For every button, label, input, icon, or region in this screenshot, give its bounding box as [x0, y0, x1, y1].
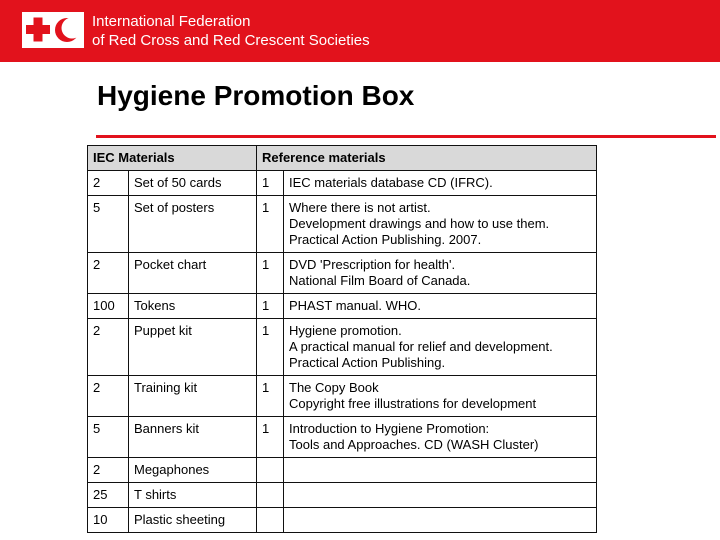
reference-quantity-cell: 1	[257, 196, 284, 253]
table-row	[88, 376, 597, 417]
iec-quantity-cell: 2	[88, 171, 129, 196]
table-row	[88, 508, 597, 533]
iec-quantity-cell: 100	[88, 294, 129, 319]
reference-line: IEC materials database CD (IFRC).	[289, 175, 493, 190]
reference-description-cell	[284, 253, 597, 294]
iec-quantity-cell: 2	[88, 376, 129, 417]
table-row	[88, 171, 597, 196]
iec-item-cell: Puppet kit	[129, 319, 257, 376]
table-row	[88, 294, 597, 319]
reference-line: Introduction to Hygiene Promotion:	[289, 421, 490, 436]
reference-line: National Film Board of Canada.	[289, 273, 471, 288]
reference-materials-header: Reference materials	[257, 146, 597, 171]
iec-item-cell: Set of posters	[129, 196, 257, 253]
page-title: Hygiene Promotion Box	[97, 80, 415, 111]
iec-quantity-cell: 25	[88, 483, 129, 508]
reference-description-cell	[284, 319, 597, 376]
iec-quantity-cell: 5	[88, 417, 129, 458]
reference-line: Copyright free illustrations for development	[289, 396, 537, 411]
table-row	[88, 196, 597, 253]
iec-item-cell: Training kit	[129, 376, 257, 417]
iec-quantity-cell: 2	[88, 253, 129, 294]
organization-name	[92, 12, 370, 50]
reference-description-cell	[284, 196, 597, 253]
iec-item-cell: Set of 50 cards	[129, 171, 257, 196]
org-name-line2: of Red Cross and Red Crescent Societies	[92, 32, 370, 49]
iec-quantity-cell: 2	[88, 319, 129, 376]
reference-line: A practical manual for relief and development.	[289, 339, 553, 354]
iec-item-cell: Megaphones	[129, 458, 257, 483]
ifrc-logo	[22, 12, 84, 48]
iec-item-cell: Banners kit	[129, 417, 257, 458]
reference-quantity-cell	[257, 508, 284, 533]
iec-item-cell: Tokens	[129, 294, 257, 319]
reference-quantity-cell: 1	[257, 319, 284, 376]
reference-line: Practical Action Publishing.	[289, 355, 446, 370]
table-row	[88, 253, 597, 294]
reference-quantity-cell: 1	[257, 253, 284, 294]
reference-quantity-cell: 1	[257, 171, 284, 196]
reference-line: Where there is not artist.	[289, 200, 431, 215]
reference-description-cell	[284, 376, 597, 417]
reference-quantity-cell	[257, 483, 284, 508]
materials-table	[87, 145, 597, 533]
reference-line: Tools and Approaches. CD (WASH Cluster)	[289, 437, 539, 452]
reference-line: The Copy Book	[289, 380, 379, 395]
table-header-row	[88, 146, 597, 171]
red-cross-crescent-icon	[22, 12, 84, 48]
title-divider	[96, 135, 716, 138]
iec-quantity-cell: 10	[88, 508, 129, 533]
table-body	[88, 171, 597, 533]
reference-quantity-cell: 1	[257, 294, 284, 319]
reference-line: Hygiene promotion.	[289, 323, 402, 338]
table-row	[88, 319, 597, 376]
table-row	[88, 458, 597, 483]
reference-line: Development drawings and how to use them.	[289, 216, 550, 231]
iec-quantity-cell: 2	[88, 458, 129, 483]
iec-item-cell: T shirts	[129, 483, 257, 508]
iec-materials-header: IEC Materials	[88, 146, 257, 171]
reference-line: Practical Action Publishing. 2007.	[289, 232, 482, 247]
reference-line: PHAST manual. WHO.	[289, 298, 421, 313]
reference-line: DVD 'Prescription for health'.	[289, 257, 456, 272]
iec-item-cell: Plastic sheeting	[129, 508, 257, 533]
reference-description-cell	[284, 458, 597, 483]
table-row	[88, 417, 597, 458]
reference-description-cell	[284, 171, 597, 196]
header-banner	[0, 0, 720, 62]
org-name-line1: International Federation	[92, 13, 251, 30]
reference-description-cell	[284, 483, 597, 508]
iec-quantity-cell: 5	[88, 196, 129, 253]
reference-description-cell	[284, 417, 597, 458]
table-row	[88, 483, 597, 508]
reference-quantity-cell: 1	[257, 417, 284, 458]
reference-quantity-cell	[257, 458, 284, 483]
iec-item-cell: Pocket chart	[129, 253, 257, 294]
reference-description-cell	[284, 294, 597, 319]
reference-quantity-cell: 1	[257, 376, 284, 417]
reference-description-cell	[284, 508, 597, 533]
